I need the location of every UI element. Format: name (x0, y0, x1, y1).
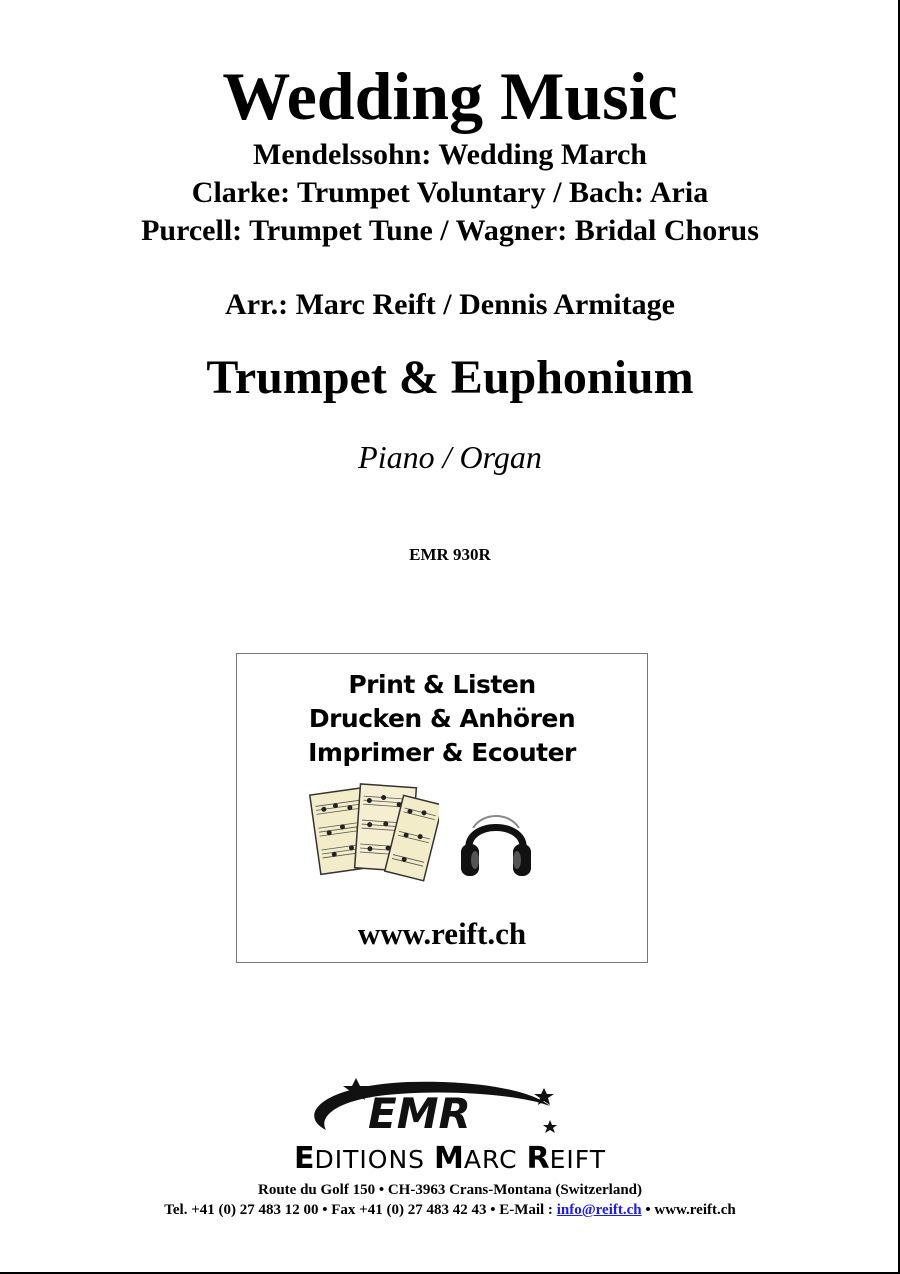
email-link[interactable]: info@reift.ch (556, 1202, 642, 1218)
publisher-contact (0, 1200, 900, 1220)
sheet-music-icon (309, 780, 439, 884)
instrumentation: Trumpet & Euphonium (206, 351, 694, 404)
publisher-initial: R (526, 1141, 550, 1176)
promo-line-en: Print & Listen (348, 670, 536, 699)
promo-website[interactable]: www.reift.ch (357, 916, 527, 951)
publisher-word: ARC (463, 1145, 527, 1174)
promo-line-fr: Imprimer & Ecouter (308, 738, 576, 767)
piece-line: Mendelssohn: Wedding March (253, 138, 647, 171)
publisher-initial: M (433, 1141, 464, 1176)
publisher-word: DITIONS (314, 1145, 434, 1174)
accompaniment: Piano / Organ (358, 439, 542, 475)
publisher-address: Route du Golf 150 • CH-3963 Crans-Montana (Switzerland) (258, 1182, 642, 1198)
contact-numbers: Tel. +41 (0) 27 483 12 00 • Fax +41 (0) 27 483 42 43 • E-Mail : (164, 1202, 557, 1218)
headphones-icon (459, 802, 533, 880)
logo-letters: EMR (368, 1089, 471, 1138)
publisher-initial: E (294, 1141, 315, 1176)
piece-line: Purcell: Trumpet Tune / Wagner: Bridal Chorus (141, 214, 759, 247)
publisher-word: EIFT (549, 1145, 606, 1174)
page-title: Wedding Music (222, 58, 678, 134)
print-listen-box (236, 653, 648, 963)
promo-line-de: Drucken & Anhören (308, 704, 576, 733)
piece-line: Clarke: Trumpet Voluntary / Bach: Aria (191, 176, 709, 209)
publisher-name (0, 1141, 900, 1176)
contact-website: • www.reift.ch (641, 1202, 736, 1218)
catalog-number: EMR 930R (409, 545, 491, 564)
arranger-credit: Arr.: Marc Reift / Dennis Armitage (225, 288, 675, 321)
emr-logo (298, 1072, 568, 1144)
